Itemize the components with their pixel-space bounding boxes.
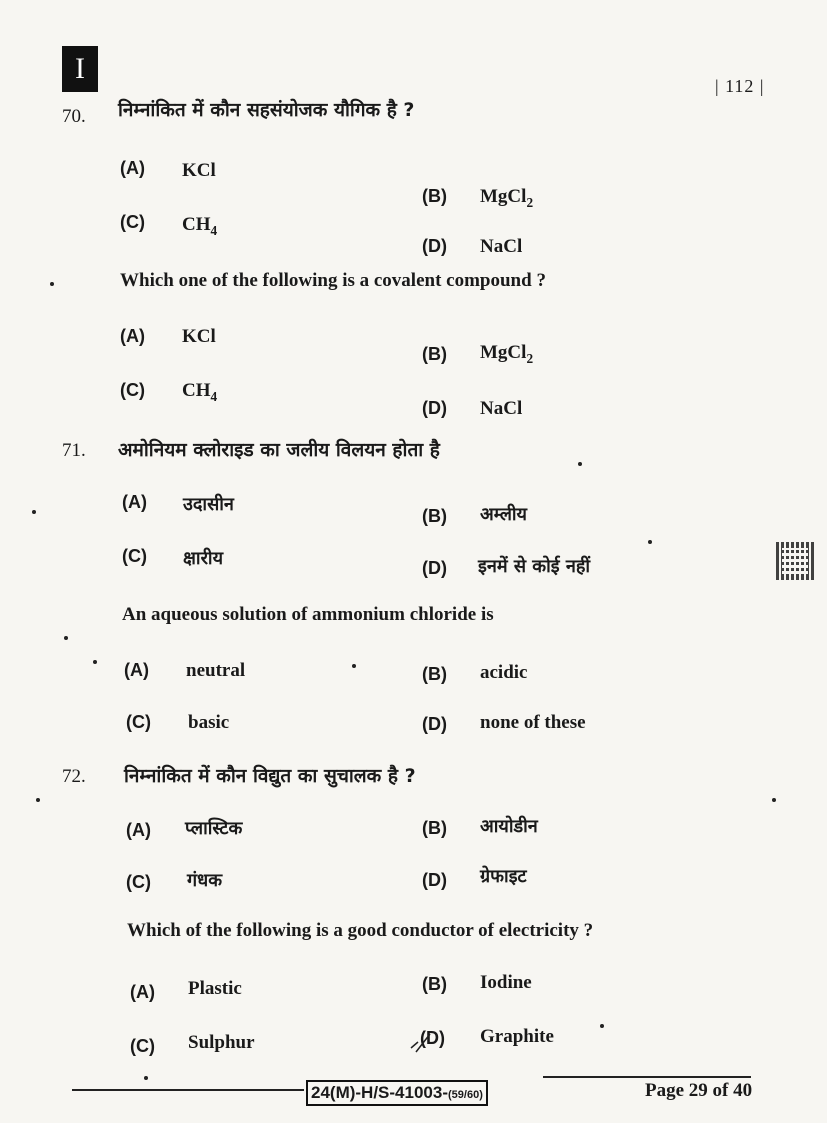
option-letter: (D) bbox=[422, 558, 447, 578]
option-letter: (D) bbox=[422, 870, 447, 890]
option-letter: (C) bbox=[122, 546, 147, 566]
option-text: क्षारीय bbox=[183, 548, 224, 569]
option-letter: (A) bbox=[124, 660, 149, 680]
speck bbox=[772, 798, 776, 802]
question-text-hindi: निम्नांकित में कौन सहसंयोजक यौगिक है ? bbox=[118, 99, 415, 121]
speck bbox=[64, 636, 68, 640]
speck bbox=[93, 660, 97, 664]
footer-rule bbox=[72, 1089, 304, 1091]
option-text: Iodine bbox=[480, 972, 532, 993]
option-letter: (A) bbox=[126, 820, 151, 840]
option-text: none of these bbox=[480, 712, 586, 733]
option-text: $CH_4$ bbox=[182, 214, 218, 238]
option-letter: (C) bbox=[120, 212, 145, 232]
option-text: KCl bbox=[182, 160, 216, 181]
option-letter: (A) bbox=[130, 982, 155, 1002]
option-text: basic bbox=[188, 712, 230, 733]
option-letter: (B) bbox=[422, 974, 447, 994]
tick-mark-icon bbox=[408, 1030, 434, 1056]
option-text: NaCl bbox=[480, 236, 523, 257]
option-letter: (B) bbox=[422, 344, 447, 364]
option-text: प्लास्टिक bbox=[185, 818, 243, 839]
qr-code-icon bbox=[776, 542, 814, 580]
option-text: आयोडीन bbox=[480, 816, 538, 837]
option-text: $CH_4$ bbox=[182, 380, 218, 404]
option-text: Plastic bbox=[188, 978, 242, 999]
option-text: Sulphur bbox=[188, 1032, 255, 1053]
question-number: 70. bbox=[62, 106, 86, 127]
speck bbox=[144, 1076, 148, 1080]
option-text: MgCl$_2$ bbox=[480, 342, 534, 366]
option-letter: (C) bbox=[120, 380, 145, 400]
paper-code: 24(M)-H/S-41003-(59/60) bbox=[306, 1080, 488, 1106]
speck bbox=[32, 510, 36, 514]
page-number: Page 29 of 40 bbox=[645, 1080, 753, 1101]
option-letter: (B) bbox=[422, 506, 447, 526]
option-text: गंधक bbox=[187, 870, 223, 891]
option-letter: (A) bbox=[120, 158, 145, 178]
footer-rule bbox=[543, 1076, 751, 1078]
option-text: ग्रेफाइट bbox=[480, 866, 527, 887]
option-letter: (C) bbox=[130, 1036, 155, 1056]
question-text-english: An aqueous solution of ammonium chloride is bbox=[122, 604, 494, 625]
question-number: 72. bbox=[62, 766, 86, 787]
option-letter: (B) bbox=[422, 664, 447, 684]
speck bbox=[648, 540, 652, 544]
question-text-hindi: निम्नांकित में कौन विद्युत का सुचालक है ? bbox=[124, 765, 416, 787]
option-letter: (D) bbox=[422, 398, 447, 418]
speck bbox=[50, 282, 54, 286]
speck bbox=[600, 1024, 604, 1028]
option-text: neutral bbox=[186, 660, 246, 681]
option-letter: (C) bbox=[126, 872, 151, 892]
question-text-english: Which one of the following is a covalent compound ? bbox=[120, 270, 546, 291]
option-text: Graphite bbox=[480, 1026, 554, 1047]
option-text: KCl bbox=[182, 326, 216, 347]
speck bbox=[352, 664, 356, 668]
speck bbox=[36, 798, 40, 802]
option-letter: (B) bbox=[422, 818, 447, 838]
option-text: इनमें से कोई नहीं bbox=[478, 556, 591, 577]
option-text: अम्लीय bbox=[480, 504, 527, 525]
option-letter: (B) bbox=[422, 186, 447, 206]
option-text: NaCl bbox=[480, 398, 523, 419]
option-text: MgCl$_2$ bbox=[480, 186, 534, 210]
speck bbox=[578, 462, 582, 466]
question-text-hindi: अमोनियम क्लोराइड का जलीय विलयन होता है bbox=[118, 439, 440, 461]
set-badge: I bbox=[62, 46, 98, 92]
page-code: | 112 | bbox=[715, 76, 765, 96]
option-text: acidic bbox=[480, 662, 528, 683]
question-text-english: Which of the following is a good conductor of electricity ? bbox=[127, 920, 594, 941]
option-letter: (A) bbox=[120, 326, 145, 346]
option-letter: (D) bbox=[422, 714, 447, 734]
question-number: 71. bbox=[62, 440, 86, 461]
option-letter: (A) bbox=[122, 492, 147, 512]
option-text: उदासीन bbox=[183, 494, 234, 515]
option-letter: (D) bbox=[422, 236, 447, 256]
option-letter: (D) bbox=[420, 1028, 445, 1048]
option-letter: (C) bbox=[126, 712, 151, 732]
